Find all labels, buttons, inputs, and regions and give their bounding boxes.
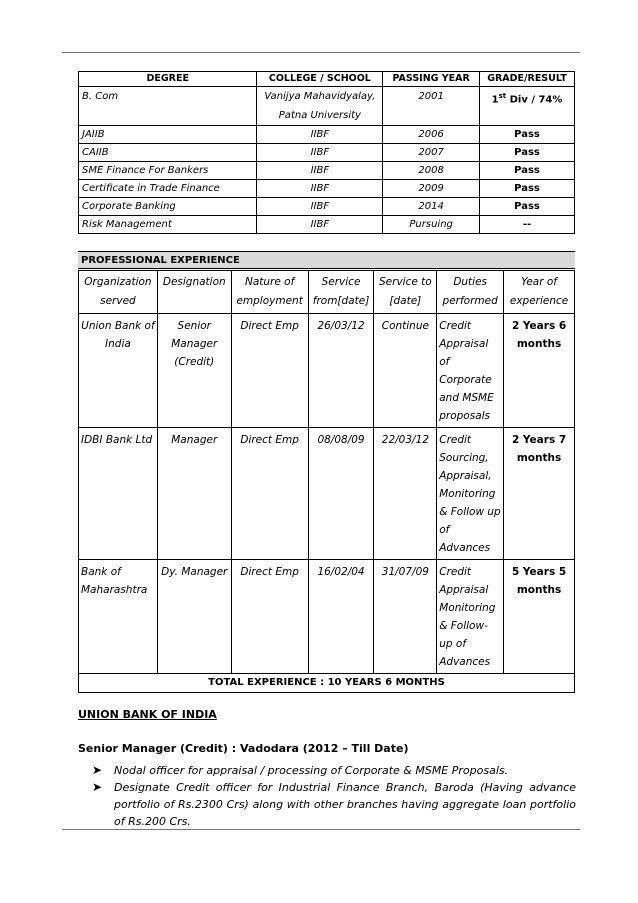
grade-cell	[480, 87, 575, 126]
education-header-row	[79, 72, 575, 87]
list-item	[92, 762, 576, 779]
professional-experience-heading: PROFESSIONAL EXPERIENCE	[78, 251, 575, 269]
table-row	[79, 428, 575, 560]
arrow-bullet-icon: ➤	[92, 763, 103, 777]
org-cell: Union Bank of India	[79, 314, 158, 428]
to-cell: Continue	[374, 314, 437, 428]
nature-cell: Direct Emp	[231, 428, 308, 560]
designation-cell: Dy. Manager	[157, 560, 231, 674]
table-row	[79, 162, 575, 180]
top-rule	[62, 52, 580, 53]
college-cell: Vanijya Mahavidyalay, Patna University	[257, 87, 383, 126]
college-cell: IIBF	[257, 144, 383, 162]
header-passing-year: PASSING YEAR	[383, 72, 480, 87]
grade-cell: Pass	[480, 162, 575, 180]
header-experience: Year of experience	[504, 271, 575, 314]
grade-sup: st	[498, 92, 507, 100]
total-row	[79, 674, 575, 693]
year-cell: 2009	[383, 180, 480, 198]
union-bank-heading: UNION BANK OF INDIA	[78, 708, 217, 721]
role-heading: Senior Manager (Credit) : Vadodara (2012 – Till Date)	[78, 742, 409, 755]
table-row	[79, 126, 575, 144]
college-cell: IIBF	[257, 216, 383, 234]
experience-cell: 2 Years 7 months	[504, 428, 575, 560]
year-cell: 2014	[383, 198, 480, 216]
degree-cell: JAIIB	[79, 126, 257, 144]
from-cell: 16/02/04	[308, 560, 374, 674]
header-designation: Designation	[157, 271, 231, 314]
college-cell: IIBF	[257, 180, 383, 198]
year-cell: 2007	[383, 144, 480, 162]
arrow-bullet-icon: ➤	[92, 780, 103, 794]
table-row	[79, 180, 575, 198]
college-cell: IIBF	[257, 126, 383, 144]
designation-cell: Manager	[157, 428, 231, 560]
to-cell: 22/03/12	[374, 428, 437, 560]
experience-table	[78, 270, 575, 693]
org-cell: IDBI Bank Ltd	[79, 428, 158, 560]
degree-cell: Risk Management	[79, 216, 257, 234]
year-cell: 2001	[383, 87, 480, 126]
year-cell: 2006	[383, 126, 480, 144]
college-cell: IIBF	[257, 162, 383, 180]
education-table	[78, 71, 575, 234]
bottom-rule	[62, 829, 580, 830]
table-row	[79, 87, 575, 126]
header-nature: Nature of employment	[231, 271, 308, 314]
year-cell: 2008	[383, 162, 480, 180]
degree-cell: B. Com	[79, 87, 257, 126]
college-cell: IIBF	[257, 198, 383, 216]
bullet-text: Designate Credit officer for Industrial Finance Branch, Baroda (Having advance portfolio of Rs.2300 Crs) along with other branches having aggregate loan portfolio of Rs.200 Crs.	[114, 781, 576, 828]
experience-cell: 2 Years 6 months	[504, 314, 575, 428]
table-row	[79, 560, 575, 674]
header-college: COLLEGE / SCHOOL	[257, 72, 383, 87]
grade-cell: Pass	[480, 180, 575, 198]
duties-cell: Credit Sourcing, Appraisal, Monitoring & Follow up of Advances	[437, 428, 504, 560]
grade-cell: --	[480, 216, 575, 234]
from-cell: 26/03/12	[308, 314, 374, 428]
grade-cell: Pass	[480, 198, 575, 216]
duties-cell: Credit Appraisal of Corporate and MSME proposals	[437, 314, 504, 428]
responsibility-list	[92, 762, 576, 830]
table-row	[79, 198, 575, 216]
header-grade: GRADE/RESULT	[480, 72, 575, 87]
experience-header-row	[79, 271, 575, 314]
list-item	[92, 779, 576, 830]
degree-cell: Corporate Banking	[79, 198, 257, 216]
degree-cell: CAIIB	[79, 144, 257, 162]
degree-cell: Certificate in Trade Finance	[79, 180, 257, 198]
table-row	[79, 216, 575, 234]
header-degree: DEGREE	[79, 72, 257, 87]
grade-cell: Pass	[480, 144, 575, 162]
grade-cell: Pass	[480, 126, 575, 144]
designation-cell: Senior Manager (Credit)	[157, 314, 231, 428]
duties-cell: Credit Appraisal Monitoring & Follow-up of Advances	[437, 560, 504, 674]
nature-cell: Direct Emp	[231, 314, 308, 428]
experience-cell: 5 Years 5 months	[504, 560, 575, 674]
table-row	[79, 314, 575, 428]
nature-cell: Direct Emp	[231, 560, 308, 674]
table-row	[79, 144, 575, 162]
degree-cell: SME Finance For Bankers	[79, 162, 257, 180]
to-cell: 31/07/09	[374, 560, 437, 674]
grade-rest: Div / 74%	[506, 94, 563, 106]
grade-main: 1	[491, 94, 499, 106]
total-experience: TOTAL EXPERIENCE : 10 YEARS 6 MONTHS	[79, 674, 575, 693]
header-organization: Organization served	[79, 271, 158, 314]
org-cell: Bank of Maharashtra	[79, 560, 158, 674]
bullet-text: Nodal officer for appraisal / processing of Corporate & MSME Proposals.	[114, 764, 509, 777]
header-service-to: Service to [date]	[374, 271, 437, 314]
year-cell: Pursuing	[383, 216, 480, 234]
from-cell: 08/08/09	[308, 428, 374, 560]
header-service-from: Service from[date]	[308, 271, 374, 314]
header-duties: Duties performed	[437, 271, 504, 314]
